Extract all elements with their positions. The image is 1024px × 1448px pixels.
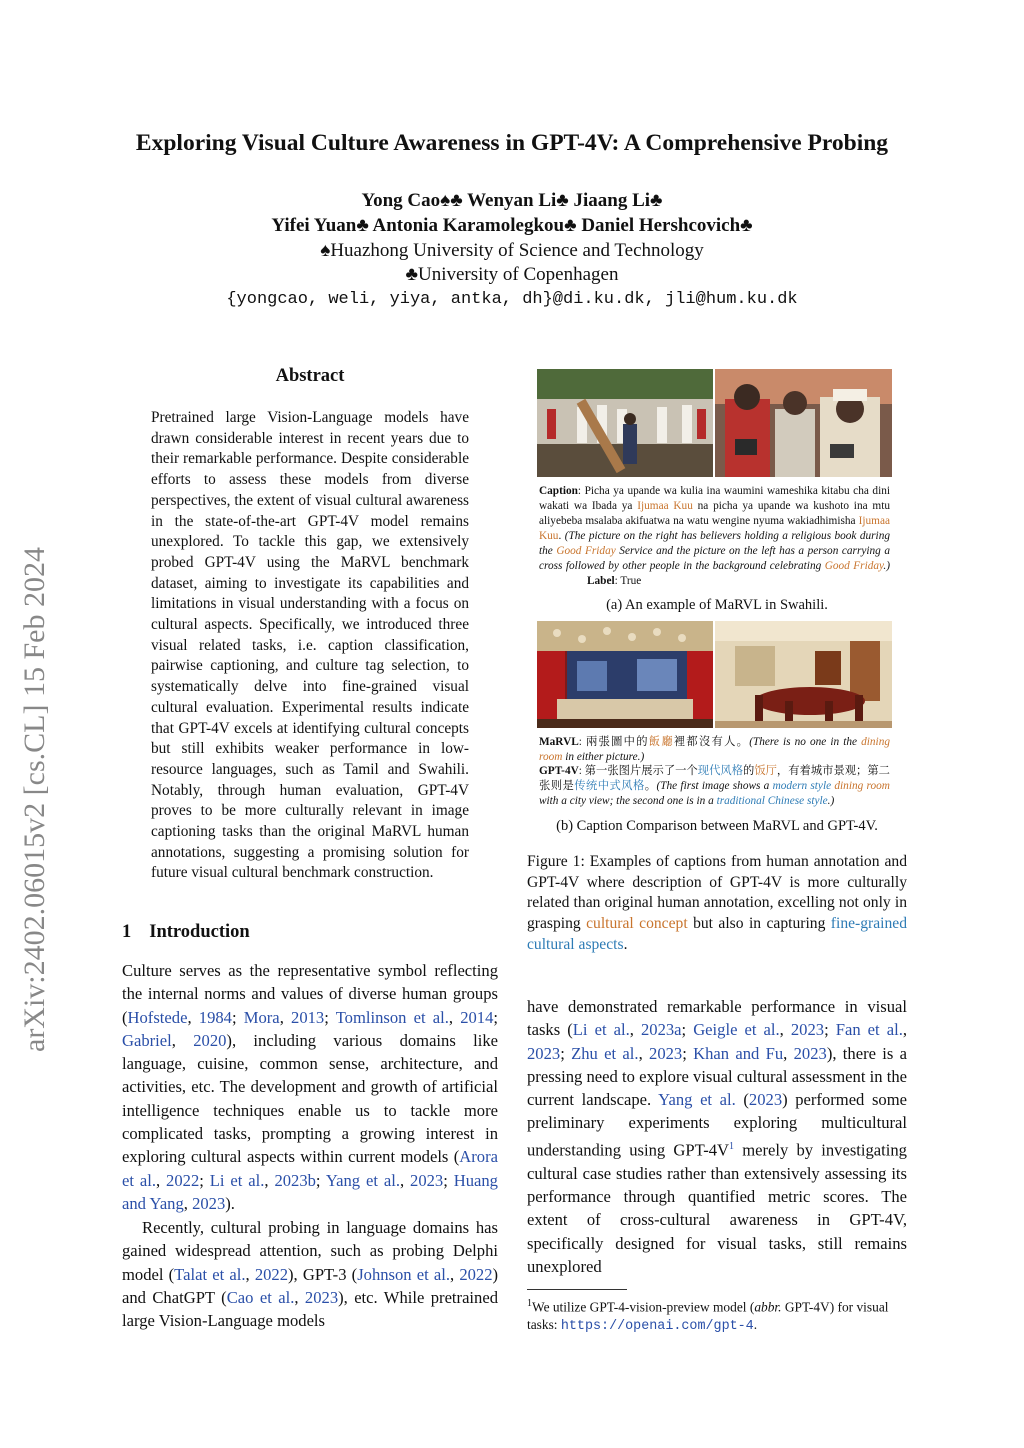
- highlight-cultural-concept: Ijumaa Kuu: [637, 500, 693, 512]
- citation-year[interactable]: 2022: [459, 1264, 493, 1284]
- authors-line-1: Yong Cao♠♣ Wenyan Li♣ Jiaang Li♣: [361, 190, 663, 211]
- right-column-paragraph: have demonstrated remarkable performance in visual tasks (Li et al., 2023a; Geigle et al., 2023; Fan et al., 2023; Zhu et al., 2023; Khan and Fu, 2023), there is a pressing need to explore visual cultural assessment in the current landscape. Yang et al. (2023) performed some preliminary experiments exploring multicultural understanding using GPT-4V$^1$ merely by investigating cultural case studies rather than extensively assessing its performance through quantified metric scores. The extent of cross-cultural awareness in GPT-4V, specifically designed for visual tasks, still remains unexplored: [527, 997, 907, 1276]
- footnote-divider: [527, 1289, 627, 1290]
- citation-year[interactable]: 2023: [649, 1043, 683, 1063]
- intro-paragraph-1: Culture serves as the representative symbol reflecting the internal norms and values of diverse human groups (Hofstede, 1984; Mora, 2013; Tomlinson et al., 2014; Gabriel, 2020), including various domains like language, cuisine, common sense, architecture, and activities, etc. The development and growth of artificial intelligence techniques enable us to tackle more complicated tasks, prompting a growing interest in exploring cultural aspects within current models (Arora et al., 2022; Li et al., 2023b; Yang et al., 2023; Huang and Yang, 2023).: [122, 961, 499, 1213]
- paper-title: Exploring Visual Culture Awareness in GPT-4V: A Comprehensive Probing: [135, 130, 889, 156]
- author-emails: {yongcao, weli, yiya, antka, dh}@di.ku.dk, jli@hum.ku.dk: [226, 290, 798, 309]
- citation[interactable]: Li et al.: [209, 1170, 265, 1190]
- figure-a-caption: Caption: Picha ya upande wa kulia ina waumini wameshika kitabu cha dini wakati wa Ibada ya Ijumaa Kuu na picha ya upande wa kushoto ina mtu aliyebeba msalaba akifuatwa na watu wengine nyuma wakiadhimisha Ijumaa Kuu. (The picture on the right has believers holding a religious book during the Good Friday Service and the picture on the left has a person carrying a cross followed by other people in the background celebrating Good Friday.)Label: True: [539, 485, 890, 587]
- citation[interactable]: Fan et al.: [835, 1020, 903, 1040]
- highlight-cultural-concept: cultural concept: [586, 915, 688, 933]
- citation[interactable]: Geigle et al.: [693, 1020, 780, 1040]
- figure-a-subcaption: (a) An example of MaRVL in Swahili.: [606, 597, 828, 613]
- citation[interactable]: Li et al.: [572, 1020, 630, 1040]
- figure-1-caption: Figure 1: Examples of captions from human annotation and GPT-4V where description of GPT-4V is more culturally related than original human annotation, excelling not only in grasping cultural concept but also in capturing fine-grained cultural aspects.: [527, 853, 907, 953]
- citation[interactable]: Yang et al.: [658, 1090, 736, 1110]
- citation[interactable]: Johnson et al.: [357, 1264, 450, 1284]
- figure-b-caption-gpt4v: GPT-4V: 第一张图片展示了一个现代风格的饭厅，有着城市景观；第二张则是传统中式风格。(The first image shows a modern style dining room with a city view; the second one is in a traditional Chinese style.): [539, 765, 890, 807]
- footnote: $^1$We utilize GPT-4-vision-preview model (abbr. GPT-4V) for visual tasks: https://openai.com/gpt-4.: [527, 1298, 889, 1334]
- citation-year[interactable]: 2023: [748, 1090, 783, 1110]
- figure-b-subcaption: (b) Caption Comparison between MaRVL and GPT-4V.: [556, 818, 878, 834]
- citation[interactable]: Gabriel: [122, 1030, 172, 1050]
- footnote-marker[interactable]: 1: [729, 1140, 734, 1152]
- citation-year[interactable]: 2023: [793, 1043, 827, 1063]
- citation[interactable]: Yang et al.: [325, 1170, 400, 1190]
- section-heading: [122, 922, 250, 943]
- citation-year[interactable]: 2014: [460, 1007, 494, 1027]
- highlight-fine-grained: fine-grained cultural aspects: [527, 915, 907, 953]
- citation[interactable]: Hofstede: [127, 1007, 188, 1027]
- abstract-heading: Abstract: [275, 366, 345, 386]
- citation-year[interactable]: 2013: [291, 1007, 325, 1027]
- citation-year[interactable]: 2023: [790, 1020, 825, 1040]
- citation-year[interactable]: 2023: [304, 1287, 339, 1307]
- citation-year[interactable]: 1984: [198, 1007, 232, 1027]
- footnote-url-link[interactable]: https://openai.com/gpt-4: [560, 1318, 754, 1334]
- highlight-cultural-concept: Ijumaa Kuu: [539, 515, 890, 542]
- citation[interactable]: Arora et al.: [122, 1147, 498, 1190]
- intro-paragraph-2: Recently, cultural probing in language domains has gained widespread attention, such as probing Delphi model (Talat et al., 2022), GPT-3 (Johnson et al., 2022) and ChatGPT (Cao et al., 2023), etc. While pretrained large Vision-Language models: [122, 1218, 499, 1331]
- affiliation-1: ♠Huazhong University of Science and Technology: [320, 240, 704, 261]
- affiliation-2: ♣University of Copenhagen: [405, 264, 619, 285]
- abstract-text: Pretrained large Vision-Language models have drawn considerable interest in recent years due to their remarkable performance. Despite considerable efforts to assess these models from diverse perspectives, the extent of visual cultural awareness in the state-of-the-art GPT-4V model remains unexplored. To tackle this gap, we extensively probed GPT-4V using the MaRVL benchmark dataset, aiming to investigate its capabilities and limitations in visual understanding with a focus on cultural aspects. Specifically, we introduced three visual related tasks, i.e. caption classification, pairwise captioning, and culture tag selection, to systematically delve into fine-grained visual cultural evaluation. Experimental results indicate that GPT-4V excels at identifying cultural concepts but still exhibits weaker performance in low-resource languages, such as Tamil and Swahili. Notably, through human evaluation, GPT-4V proves to be more culturally relevant in image captioning tasks than the original MaRVL human annotations, suggesting a promising solution for future visual cultural benchmark construction.: [151, 409, 469, 882]
- citation[interactable]: Zhu et al.: [571, 1043, 639, 1063]
- citation[interactable]: Talat et al.: [174, 1264, 246, 1284]
- citation-year[interactable]: 2022: [254, 1264, 289, 1284]
- citation[interactable]: Tomlinson et al.: [335, 1007, 449, 1027]
- citation-year[interactable]: 2023b: [274, 1170, 316, 1190]
- citation-year[interactable]: 2023: [410, 1170, 444, 1190]
- photo-modern-dining-room: [537, 621, 713, 728]
- citation-year[interactable]: 2020: [193, 1030, 227, 1050]
- figure-b-caption-marvl: MaRVL: 兩張圖中的飯廳裡都沒有人。(There is no one in the dining room in either picture.): [539, 736, 890, 763]
- citation[interactable]: Khan and Fu: [693, 1043, 784, 1063]
- citation-year[interactable]: 2023: [192, 1193, 226, 1213]
- citation-year[interactable]: 2023: [527, 1043, 561, 1063]
- photo-believers-with-books: [715, 369, 892, 477]
- photo-cross-procession: [537, 369, 713, 477]
- citation-year[interactable]: 2023a: [640, 1020, 682, 1040]
- section-title: Introduction: [149, 922, 250, 942]
- citation[interactable]: Cao et al.: [226, 1287, 295, 1307]
- photo-traditional-dining-room: [715, 621, 892, 728]
- section-number: 1: [122, 922, 132, 942]
- citation[interactable]: Mora: [243, 1007, 280, 1027]
- authors-line-2: Yifei Yuan♣ Antonia Karamolegkou♣ Daniel Hershcovich♣: [271, 215, 753, 236]
- citation[interactable]: Huang and Yang: [122, 1170, 498, 1213]
- citation-year[interactable]: 2022: [166, 1170, 200, 1190]
- arxiv-sidebar-identifier: arXiv:2402.06015v2 [cs.CL] 15 Feb 2024: [18, 547, 51, 1052]
